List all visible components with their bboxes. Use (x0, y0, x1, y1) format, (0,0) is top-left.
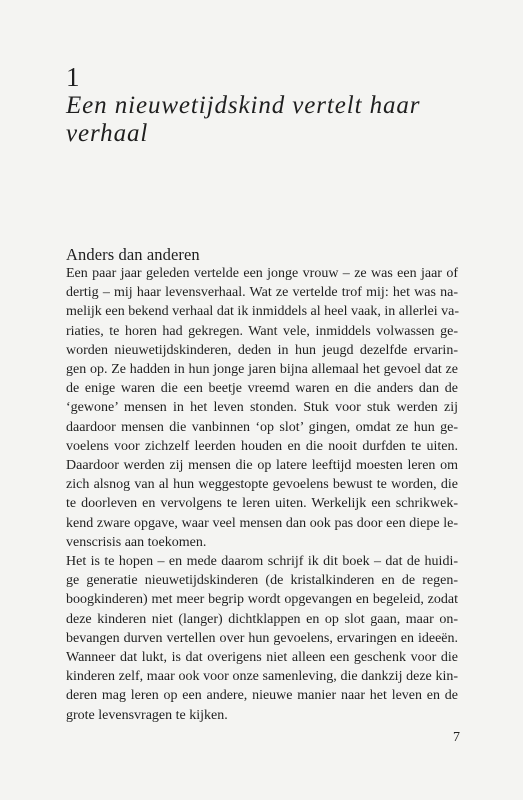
text-line: Het is te hopen – en mede daarom schrijf ik dit boek – dat de huidi- (66, 554, 458, 570)
text-line: worden nieuwetijdskinderen, deden in hun jeugd dezelfde ervarin- (66, 342, 458, 358)
text-line: kend zware opgave, waar veel mensen dan ook pas door een diepe le- (66, 515, 458, 531)
text-line: ‘gewone’ mensen in het leven stonden. Stuk voor stuk werden zij (66, 400, 458, 416)
chapter-title-line: verhaal (66, 120, 149, 147)
text-line: melijk een bekend verhaal dat ik inmiddels al heel vaak, in allerlei va- (66, 304, 460, 320)
text-line: Een paar jaar geleden vertelde een jonge vrouw – ze was een jaar of (66, 266, 458, 281)
text-line: bevangen durven vertellen over hun gevoelens, ervaringen en ideeën. (66, 630, 458, 646)
paragraph (66, 264, 458, 552)
page-number: 7 (453, 730, 460, 745)
text-line: kinderen zelf, maar ook voor onze samenleving, die dankzij deze kin- (66, 669, 458, 685)
text-line: zich alsnog van al hun weggestopte gevoelens bewust te worden, die (66, 477, 458, 493)
text-line: de enige waren die een beetje vreemd waren en die anders dan de (66, 381, 458, 397)
chapter-number: 1 (66, 62, 80, 92)
text-line: venscrisis aan toekomen. (66, 534, 207, 550)
section-heading: Anders dan anderen (66, 245, 200, 264)
text-line: deze kinderen niet (langer) dichtklappen en op slot gaan, maar on- (66, 611, 458, 627)
chapter-title (66, 92, 466, 148)
text-line: Wanneer dat lukt, is dat overigens niet alleen een geschenk voor die (66, 650, 458, 666)
text-line: riaties, te horen had gekregen. Want vele, inmiddels volwassen ge- (66, 323, 458, 339)
text-line: Daardoor werden zij mensen die op latere leeftijd moesten leren om (66, 458, 458, 474)
text-line: voelens voor zichzelf leerden houden en die nooit durfden te uiten. (66, 438, 458, 454)
text-line: boogkinderen) met meer begrip wordt opgevangen en begeleid, zodat (66, 592, 458, 608)
text-line: te doorleven en vervolgens te leren uiten. Werkelijk een schrikwek- (66, 496, 458, 512)
paragraph (66, 552, 458, 725)
body-text (66, 264, 458, 725)
text-line: grote levensvragen te kijken. (66, 707, 228, 723)
text-line: dertig – mij haar levensverhaal. Wat ze vertelde trof mij: het was na- (66, 285, 458, 301)
text-line: ge generatie nieuwetijdskinderen (de kristalkinderen en de regen- (66, 573, 458, 589)
text-line: daardoor mensen die vanbinnen ‘op slot’ gingen, omdat ze hun ge- (66, 419, 458, 435)
text-line: gen op. Ze hadden in hun jonge jaren bijna allemaal het gevoel dat ze (66, 362, 458, 378)
chapter-title-line: Een nieuwetijdskind vertelt haar (66, 92, 421, 119)
text-line: deren mag leren op een andere, nieuwe manier naar het leven en de (66, 688, 458, 704)
